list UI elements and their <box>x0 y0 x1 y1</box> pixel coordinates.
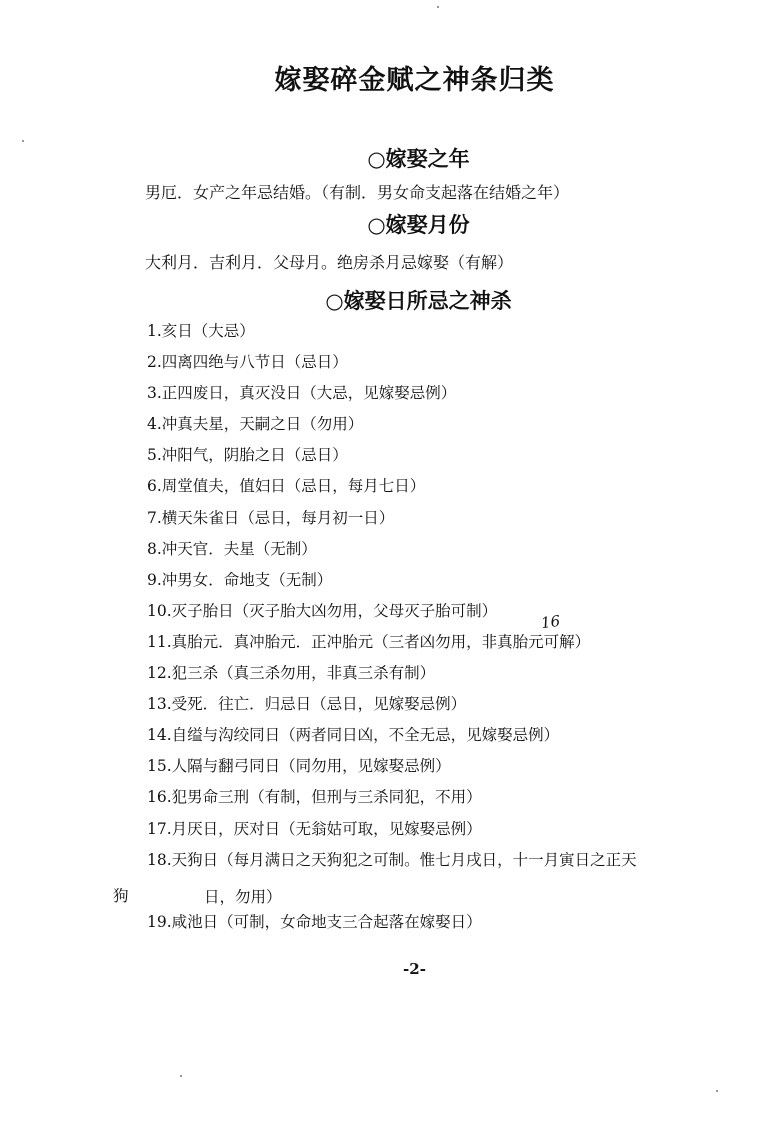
list-item: 8.冲天官．夫星（无制） <box>147 539 317 558</box>
list-item: 9.冲男女．命地支（无制） <box>147 570 333 589</box>
list-item: 7.横天朱雀日（忌日，每月初一日） <box>147 508 395 527</box>
scan-speck <box>437 6 439 8</box>
scan-speck <box>22 140 24 142</box>
taboo-list <box>147 316 747 938</box>
list-item: 5.冲阳气，阴胎之日（忌日） <box>147 446 348 465</box>
list-item-continuation: 日，勿用） <box>204 888 282 906</box>
list-item: 13.受死．往亡．归忌日（忌日，见嫁娶忌例） <box>147 695 467 714</box>
month-paragraph: 大利月．吉利月．父母月。绝房杀月忌嫁娶（有解） <box>145 253 514 272</box>
section-heading-day: ○嫁娶日所忌之神杀 <box>325 289 512 313</box>
list-item: 12.犯三杀（真三杀勿用，非真三杀有制） <box>147 664 436 683</box>
scan-speck <box>180 1075 182 1077</box>
handwritten-annotation: 16 <box>539 611 562 633</box>
list-item: 19.咸池日（可制，女命地支三合起落在嫁娶日） <box>147 912 482 931</box>
list-item: 15.人隔与翻弓同日（同勿用，见嫁娶忌例） <box>147 757 451 776</box>
scan-speck <box>716 1090 718 1092</box>
list-item: 14.自缢与沟绞同日（两者同日凶，不全无忌，见嫁娶忌例） <box>147 726 560 745</box>
list-item: 17.月厌日，厌对日（无翁姑可取，见嫁娶忌例） <box>147 819 482 838</box>
list-item: 16.犯男命三刑（有制，但刑与三杀同犯，不用） <box>147 788 482 807</box>
year-paragraph: 男厄．女产之年忌结婚。（有制．男女命支起落在结婚之年） <box>145 183 570 202</box>
list-item: 4.冲真夫星，天嗣之日（勿用） <box>147 415 364 434</box>
list-item: 1.亥日（大忌） <box>147 322 255 340</box>
section-heading-month: ○嫁娶月份 <box>367 213 470 237</box>
page-title: 嫁娶碎金赋之神条归类 <box>274 65 555 96</box>
list-item: 11.真胎元．真冲胎元．正冲胎元（三者凶勿用，非真胎元可解） <box>147 632 591 651</box>
list-item: 3.正四废日，真灭没日（大忌，见嫁娶忌例） <box>147 384 457 403</box>
page-number: -2- <box>403 960 426 978</box>
section-heading-year: ○嫁娶之年 <box>367 147 470 171</box>
list-item: 18.天狗日（每月满日之天狗犯之可制。惟七月戌日，十一月寅日之正天 <box>147 850 637 869</box>
list-item: 10.灭子胎日（灭子胎大凶勿用，父母灭子胎可制） <box>147 601 498 620</box>
list-item: 6.周堂值夫，值妇日（忌日，每月七日） <box>147 477 426 496</box>
margin-note: 狗 <box>113 887 129 905</box>
list-item: 2.四离四绝与八节日（忌日） <box>147 353 348 372</box>
